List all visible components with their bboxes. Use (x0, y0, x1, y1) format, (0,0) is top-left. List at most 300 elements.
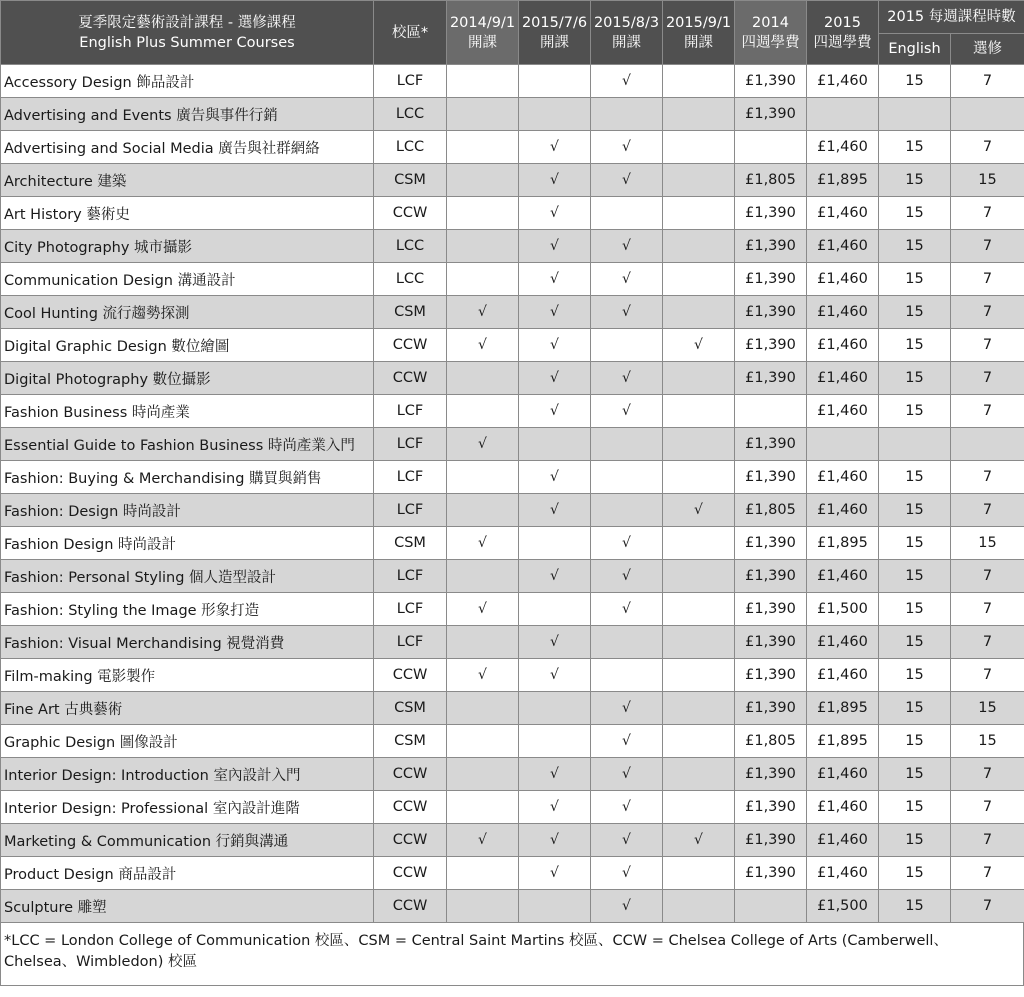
campus: LCC (374, 98, 447, 131)
start-2015-9-1 (663, 527, 735, 560)
campus: CCW (374, 329, 447, 362)
table-row (1, 824, 1024, 857)
table-row (1, 659, 1024, 692)
fee-2015: £1,460 (807, 824, 879, 857)
english-hours: 15 (879, 461, 951, 494)
start-2014-9-1 (447, 791, 519, 824)
course-name: Advertising and Social Media 廣告與社群網絡 (1, 131, 374, 164)
fee-2014: £1,390 (735, 230, 807, 263)
course-name: Digital Graphic Design 數位繪圖 (1, 329, 374, 362)
start-2015-9-1 (663, 230, 735, 263)
start-2015-7-6 (519, 428, 591, 461)
course-name: Accessory Design 飾品設計 (1, 65, 374, 98)
campus: CCW (374, 791, 447, 824)
campus-header: 校區* (374, 1, 447, 65)
start-2015-7-6: √ (519, 230, 591, 263)
fee-2014 (735, 890, 807, 923)
title-zh: 夏季限定藝術設計課程 - 選修課程 (78, 14, 296, 31)
start-2015-7-6: √ (519, 362, 591, 395)
elective-hours-header: 選修 (951, 34, 1024, 65)
start-2015-8-3: √ (591, 692, 663, 725)
campus: LCF (374, 626, 447, 659)
start-2014-9-1 (447, 758, 519, 791)
elective-hours: 7 (951, 659, 1024, 692)
col-header-date: 2015/7/6 (521, 14, 588, 31)
elective-hours: 15 (951, 725, 1024, 758)
english-hours: 15 (879, 131, 951, 164)
start-2015-9-1 (663, 164, 735, 197)
table-row (1, 329, 1024, 362)
start-2015-9-1 (663, 263, 735, 296)
english-hours: 15 (879, 725, 951, 758)
elective-hours: 7 (951, 296, 1024, 329)
start-2015-9-1 (663, 659, 735, 692)
start-2015-7-6: √ (519, 296, 591, 329)
elective-hours: 7 (951, 593, 1024, 626)
start-2014-9-1 (447, 362, 519, 395)
fee-2014: £1,390 (735, 857, 807, 890)
fee-2014: £1,390 (735, 560, 807, 593)
fee-2015: £1,460 (807, 659, 879, 692)
start-2015-9-1 (663, 857, 735, 890)
english-hours: 15 (879, 230, 951, 263)
start-2015-9-1 (663, 98, 735, 131)
hours-group-header: 2015 每週課程時數 (879, 1, 1024, 34)
course-name: Product Design 商品設計 (1, 857, 374, 890)
campus: LCF (374, 494, 447, 527)
campus: LCF (374, 65, 447, 98)
fee-2015: £1,460 (807, 329, 879, 362)
english-hours: 15 (879, 164, 951, 197)
fee-2015: £1,895 (807, 692, 879, 725)
course-name: Cool Hunting 流行趨勢探測 (1, 296, 374, 329)
col-header-sub: 開課 (540, 34, 569, 51)
fee-2014: £1,390 (735, 791, 807, 824)
col-header-year: 2014 (752, 14, 789, 31)
col-header-2015-8-3 (591, 1, 663, 65)
campus: CCW (374, 890, 447, 923)
fee-2015: £1,460 (807, 626, 879, 659)
start-2014-9-1 (447, 98, 519, 131)
start-2015-8-3: √ (591, 890, 663, 923)
campus: CCW (374, 857, 447, 890)
start-2015-8-3: √ (591, 527, 663, 560)
fee-2015: £1,460 (807, 395, 879, 428)
english-hours: 15 (879, 626, 951, 659)
start-2015-7-6: √ (519, 329, 591, 362)
fee-2014: £1,805 (735, 494, 807, 527)
fee-2015: £1,460 (807, 857, 879, 890)
start-2015-8-3 (591, 461, 663, 494)
col-header-sub: 開課 (468, 34, 497, 51)
fee-2014 (735, 131, 807, 164)
start-2014-9-1 (447, 263, 519, 296)
start-2015-8-3: √ (591, 857, 663, 890)
course-name: Sculpture 雕塑 (1, 890, 374, 923)
start-2015-9-1 (663, 791, 735, 824)
start-2014-9-1 (447, 725, 519, 758)
table-row (1, 560, 1024, 593)
english-hours: 15 (879, 593, 951, 626)
fee-2015 (807, 98, 879, 131)
start-2014-9-1 (447, 395, 519, 428)
campus: LCF (374, 593, 447, 626)
english-hours: 15 (879, 296, 951, 329)
start-2014-9-1 (447, 494, 519, 527)
english-hours: 15 (879, 362, 951, 395)
course-name: Fashion: Design 時尚設計 (1, 494, 374, 527)
fee-2014: £1,390 (735, 296, 807, 329)
start-2014-9-1 (447, 131, 519, 164)
table-row (1, 197, 1024, 230)
course-name: Fashion: Personal Styling 個人造型設計 (1, 560, 374, 593)
col-header-date: 2015/9/1 (665, 14, 732, 31)
elective-hours: 15 (951, 164, 1024, 197)
elective-hours: 7 (951, 197, 1024, 230)
fee-2014: £1,390 (735, 758, 807, 791)
start-2014-9-1 (447, 626, 519, 659)
campus: CCW (374, 824, 447, 857)
start-2015-9-1 (663, 461, 735, 494)
course-name: Communication Design 溝通設計 (1, 263, 374, 296)
campus: CCW (374, 197, 447, 230)
start-2015-7-6: √ (519, 164, 591, 197)
campus: LCC (374, 263, 447, 296)
english-hours: 15 (879, 758, 951, 791)
start-2014-9-1 (447, 890, 519, 923)
fee-2014: £1,390 (735, 824, 807, 857)
course-name: Fashion: Visual Merchandising 視覺消費 (1, 626, 374, 659)
start-2015-7-6: √ (519, 758, 591, 791)
course-name: Advertising and Events 廣告與事件行銷 (1, 98, 374, 131)
campus: LCF (374, 428, 447, 461)
start-2015-7-6: √ (519, 395, 591, 428)
fee-2014: £1,805 (735, 164, 807, 197)
elective-hours: 15 (951, 527, 1024, 560)
start-2015-8-3 (591, 197, 663, 230)
table-row (1, 263, 1024, 296)
english-hours-header: English (879, 34, 951, 65)
english-hours: 15 (879, 494, 951, 527)
table-title-header (1, 1, 374, 65)
course-name: Interior Design: Professional 室內設計進階 (1, 791, 374, 824)
table-row (1, 296, 1024, 329)
english-hours: 15 (879, 329, 951, 362)
table-row (1, 593, 1024, 626)
start-2015-8-3 (591, 494, 663, 527)
english-hours: 15 (879, 197, 951, 230)
table-row (1, 626, 1024, 659)
start-2014-9-1: √ (447, 824, 519, 857)
start-2015-8-3: √ (591, 560, 663, 593)
start-2015-8-3: √ (591, 230, 663, 263)
course-name: Film-making 電影製作 (1, 659, 374, 692)
start-2015-7-6 (519, 890, 591, 923)
fee-2015: £1,460 (807, 263, 879, 296)
course-name: Fashion: Buying & Merchandising 購買與銷售 (1, 461, 374, 494)
start-2014-9-1 (447, 164, 519, 197)
elective-hours: 7 (951, 857, 1024, 890)
start-2015-9-1 (663, 692, 735, 725)
table-row (1, 527, 1024, 560)
start-2015-9-1 (663, 626, 735, 659)
table-row (1, 362, 1024, 395)
title-en: English Plus Summer Courses (79, 34, 295, 51)
campus: CSM (374, 296, 447, 329)
course-name: Fashion Business 時尚產業 (1, 395, 374, 428)
english-hours: 15 (879, 263, 951, 296)
fee-2015: £1,500 (807, 890, 879, 923)
table-row (1, 692, 1024, 725)
elective-hours: 7 (951, 494, 1024, 527)
elective-hours: 7 (951, 791, 1024, 824)
start-2015-9-1 (663, 428, 735, 461)
campus: LCF (374, 461, 447, 494)
elective-hours: 7 (951, 362, 1024, 395)
campus: CSM (374, 692, 447, 725)
fee-2015: £1,460 (807, 131, 879, 164)
elective-hours: 15 (951, 692, 1024, 725)
start-2015-8-3 (591, 626, 663, 659)
start-2014-9-1: √ (447, 428, 519, 461)
english-hours: 15 (879, 692, 951, 725)
fee-2014: £1,390 (735, 362, 807, 395)
course-name: Graphic Design 圖像設計 (1, 725, 374, 758)
fee-2014 (735, 395, 807, 428)
start-2014-9-1 (447, 197, 519, 230)
start-2014-9-1 (447, 857, 519, 890)
english-hours: 15 (879, 527, 951, 560)
start-2015-8-3: √ (591, 725, 663, 758)
start-2015-9-1 (663, 296, 735, 329)
start-2015-8-3 (591, 659, 663, 692)
start-2015-9-1 (663, 362, 735, 395)
fee-2014: £1,390 (735, 692, 807, 725)
start-2014-9-1: √ (447, 659, 519, 692)
start-2015-7-6 (519, 65, 591, 98)
fee-2015: £1,460 (807, 230, 879, 263)
start-2014-9-1 (447, 461, 519, 494)
campus: CCW (374, 362, 447, 395)
start-2015-7-6: √ (519, 560, 591, 593)
elective-hours: 7 (951, 461, 1024, 494)
fee-2015: £1,500 (807, 593, 879, 626)
col-header-sub: 四週學費 (813, 34, 872, 51)
table-row (1, 758, 1024, 791)
english-hours: 15 (879, 659, 951, 692)
table-row (1, 494, 1024, 527)
fee-2014: £1,390 (735, 527, 807, 560)
fee-2015: £1,460 (807, 560, 879, 593)
col-header-sub: 開課 (684, 34, 713, 51)
start-2015-8-3: √ (591, 164, 663, 197)
elective-hours (951, 98, 1024, 131)
start-2015-8-3 (591, 428, 663, 461)
fee-2014: £1,390 (735, 329, 807, 362)
col-header-2014-9-1 (447, 1, 519, 65)
campus: CSM (374, 527, 447, 560)
campus: CSM (374, 725, 447, 758)
col-header-date: 2015/8/3 (593, 14, 660, 31)
start-2015-9-1 (663, 560, 735, 593)
course-name: City Photography 城市攝影 (1, 230, 374, 263)
fee-2015: £1,460 (807, 791, 879, 824)
start-2015-9-1 (663, 65, 735, 98)
start-2015-7-6: √ (519, 197, 591, 230)
start-2015-7-6: √ (519, 824, 591, 857)
start-2015-7-6: √ (519, 461, 591, 494)
start-2015-9-1: √ (663, 494, 735, 527)
course-name: Art History 藝術史 (1, 197, 374, 230)
fee-2015: £1,460 (807, 461, 879, 494)
elective-hours: 7 (951, 131, 1024, 164)
start-2015-9-1 (663, 758, 735, 791)
start-2015-7-6 (519, 593, 591, 626)
fee-2015: £1,895 (807, 725, 879, 758)
start-2015-8-3: √ (591, 131, 663, 164)
start-2015-8-3 (591, 98, 663, 131)
english-hours: 15 (879, 824, 951, 857)
start-2015-9-1: √ (663, 824, 735, 857)
start-2015-7-6 (519, 98, 591, 131)
elective-hours: 7 (951, 230, 1024, 263)
elective-hours: 7 (951, 329, 1024, 362)
fee-2015: £1,895 (807, 164, 879, 197)
elective-hours: 7 (951, 560, 1024, 593)
table-row (1, 395, 1024, 428)
start-2015-7-6 (519, 692, 591, 725)
table-row (1, 791, 1024, 824)
english-hours: 15 (879, 857, 951, 890)
elective-hours: 7 (951, 758, 1024, 791)
course-name: Marketing & Communication 行銷與溝通 (1, 824, 374, 857)
start-2014-9-1: √ (447, 527, 519, 560)
start-2015-8-3: √ (591, 296, 663, 329)
elective-hours: 7 (951, 263, 1024, 296)
fee-2014: £1,390 (735, 65, 807, 98)
start-2014-9-1 (447, 692, 519, 725)
start-2014-9-1 (447, 560, 519, 593)
elective-hours: 7 (951, 395, 1024, 428)
course-name: Fine Art 古典藝術 (1, 692, 374, 725)
table-row (1, 230, 1024, 263)
campus: LCF (374, 395, 447, 428)
start-2014-9-1 (447, 230, 519, 263)
english-hours: 15 (879, 560, 951, 593)
fee-2014: £1,390 (735, 98, 807, 131)
campus: LCF (374, 560, 447, 593)
elective-hours: 7 (951, 890, 1024, 923)
elective-hours (951, 428, 1024, 461)
elective-hours: 7 (951, 626, 1024, 659)
fee-2014: £1,805 (735, 725, 807, 758)
table-row (1, 890, 1024, 923)
start-2015-7-6 (519, 527, 591, 560)
fee-2014: £1,390 (735, 593, 807, 626)
start-2015-9-1 (663, 395, 735, 428)
start-2014-9-1: √ (447, 593, 519, 626)
fee-2014: £1,390 (735, 626, 807, 659)
start-2015-9-1: √ (663, 329, 735, 362)
start-2015-8-3: √ (591, 824, 663, 857)
col-header-year: 2015 (824, 14, 861, 31)
col-header-2015-9-1 (663, 1, 735, 65)
campus: CCW (374, 758, 447, 791)
start-2015-7-6: √ (519, 131, 591, 164)
english-hours: 15 (879, 791, 951, 824)
start-2014-9-1 (447, 65, 519, 98)
table-row (1, 131, 1024, 164)
start-2015-7-6: √ (519, 791, 591, 824)
start-2015-8-3: √ (591, 593, 663, 626)
course-name: Interior Design: Introduction 室內設計入門 (1, 758, 374, 791)
start-2015-9-1 (663, 725, 735, 758)
english-hours (879, 428, 951, 461)
start-2015-7-6 (519, 725, 591, 758)
elective-hours: 7 (951, 65, 1024, 98)
table-body (1, 65, 1024, 923)
english-hours (879, 98, 951, 131)
elective-hours: 7 (951, 824, 1024, 857)
fee-2014: £1,390 (735, 659, 807, 692)
start-2015-9-1 (663, 197, 735, 230)
table-row (1, 98, 1024, 131)
course-name: Fashion: Styling the Image 形象打造 (1, 593, 374, 626)
course-name: Essential Guide to Fashion Business 時尚產業入門 (1, 428, 374, 461)
start-2015-9-1 (663, 890, 735, 923)
table-row (1, 65, 1024, 98)
campus: LCC (374, 230, 447, 263)
table-row (1, 461, 1024, 494)
table-row (1, 725, 1024, 758)
course-name: Architecture 建築 (1, 164, 374, 197)
fee-2014: £1,390 (735, 461, 807, 494)
fee-2015: £1,460 (807, 758, 879, 791)
course-name: Digital Photography 數位攝影 (1, 362, 374, 395)
start-2015-7-6: √ (519, 659, 591, 692)
start-2014-9-1: √ (447, 296, 519, 329)
start-2015-9-1 (663, 593, 735, 626)
start-2015-8-3: √ (591, 65, 663, 98)
fee-2015: £1,460 (807, 494, 879, 527)
table-row (1, 428, 1024, 461)
campus: LCC (374, 131, 447, 164)
col-header-2015-fee (807, 1, 879, 65)
fee-2014: £1,390 (735, 428, 807, 461)
table-row (1, 164, 1024, 197)
fee-2015 (807, 428, 879, 461)
col-header-sub: 四週學費 (741, 34, 800, 51)
english-hours: 15 (879, 890, 951, 923)
fee-2015: £1,460 (807, 296, 879, 329)
table-row (1, 857, 1024, 890)
english-hours: 15 (879, 65, 951, 98)
start-2015-7-6: √ (519, 626, 591, 659)
col-header-date: 2014/9/1 (449, 14, 516, 31)
fee-2015: £1,895 (807, 527, 879, 560)
start-2015-8-3: √ (591, 791, 663, 824)
start-2015-8-3 (591, 329, 663, 362)
start-2015-7-6: √ (519, 857, 591, 890)
fee-2015: £1,460 (807, 65, 879, 98)
start-2015-9-1 (663, 131, 735, 164)
course-name: Fashion Design 時尚設計 (1, 527, 374, 560)
fee-2015: £1,460 (807, 197, 879, 230)
start-2015-8-3: √ (591, 362, 663, 395)
col-header-2014-fee (735, 1, 807, 65)
fee-2015: £1,460 (807, 362, 879, 395)
start-2015-7-6: √ (519, 263, 591, 296)
